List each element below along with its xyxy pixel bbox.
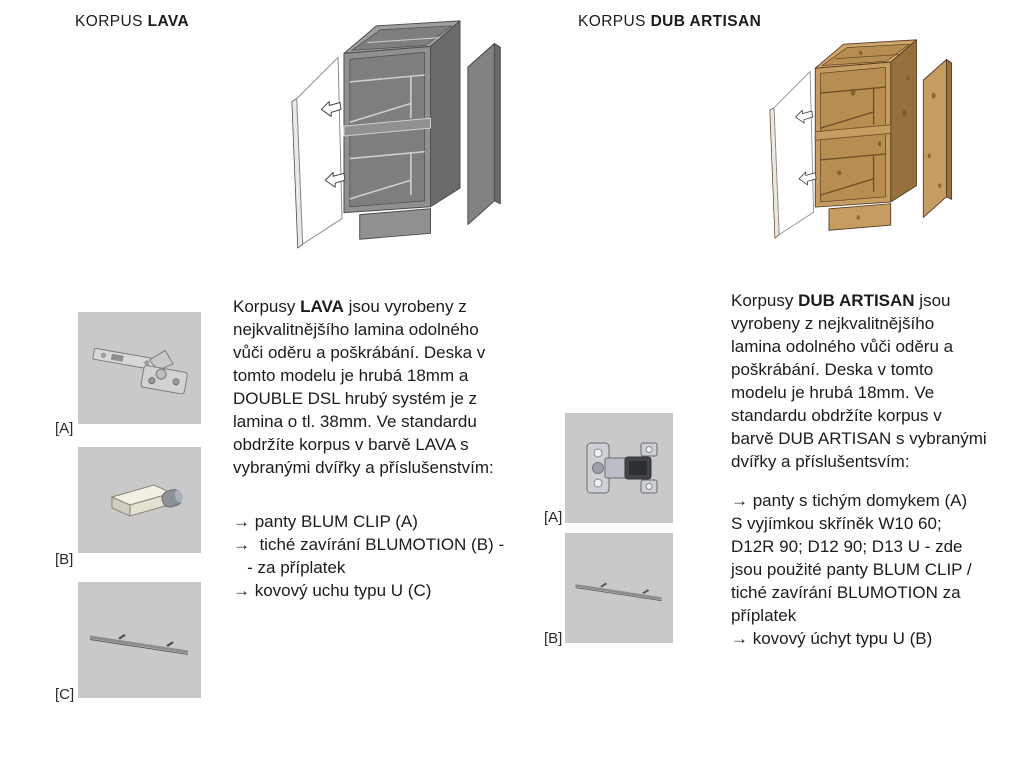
left-description: Korpusy LAVA jsou vyrobeny z nejkvalitnějšího lamina odolného vůči oděru a poškrábání. Deska v tomto modelu je hrubá 18mm a DOUBLE DSL hrubý systém je z lamina o tl. 38mm. Ve standardu obdržíte korpus v barvě LAVA s vybranými dvířky a příslušenstvím:: [233, 297, 494, 477]
u-handle-icon: [78, 582, 201, 698]
right-thumb-label-b: [B]: [544, 630, 563, 647]
u-handle-icon: [565, 533, 673, 643]
left-section-title: [75, 13, 189, 31]
right-title-brand: DUB ARTISAN: [650, 13, 762, 30]
right-description: Korpusy DUB ARTISAN jsou vyrobeny z nejkvalitnějšího lamina odolného vůči oděru a poškrábání. Deska v tomto modelu je hrubá 18mm. Ve standardu obdržíte korpus v barvě DUB ARTISAN s vybranými dvířky a příslušentsvím:: [731, 291, 987, 471]
thumb-soft-close-hinge: [565, 413, 673, 523]
blum-clip-hinge-icon: [78, 312, 201, 424]
soft-close-hinge-icon: [565, 413, 673, 523]
left-thumb-label-a: [A]: [55, 420, 74, 437]
left-thumb-label-c: [C]: [55, 686, 75, 703]
right-title-prefix: KORPUS: [578, 13, 651, 30]
thumb-blum-clip-hinge: [78, 312, 201, 424]
left-bullet-list: → panty BLUM CLIP (A) → tiché zavírání BLUMOTION (B) - - za příplatek → kovový uchu typu U (C): [233, 512, 505, 600]
thumb-u-handle: [78, 582, 201, 698]
left-title-prefix: KORPUS: [75, 13, 148, 30]
right-bullet-list: → panty s tichým domykem (A) S vyjímkou skříněk W10 60; D12R 90; D12 90; D13 U - zde jsou použité panty BLUM CLIP / tiché zavírání BLUMOTION za příplatek → kovový úchyt typu U (B): [731, 491, 972, 648]
blumotion-damper-icon: [78, 447, 201, 553]
right-thumb-label-a: [A]: [544, 509, 563, 526]
left-thumb-label-b: [B]: [55, 551, 74, 568]
left-title-brand: LAVA: [147, 13, 190, 30]
thumb-u-handle-right: [565, 533, 673, 643]
right-section-title: [578, 13, 761, 31]
dub-artisan-cabinet-illustration: [762, 27, 968, 250]
lava-cabinet-illustration: [283, 6, 519, 262]
thumb-blumotion-damper: [78, 447, 201, 553]
